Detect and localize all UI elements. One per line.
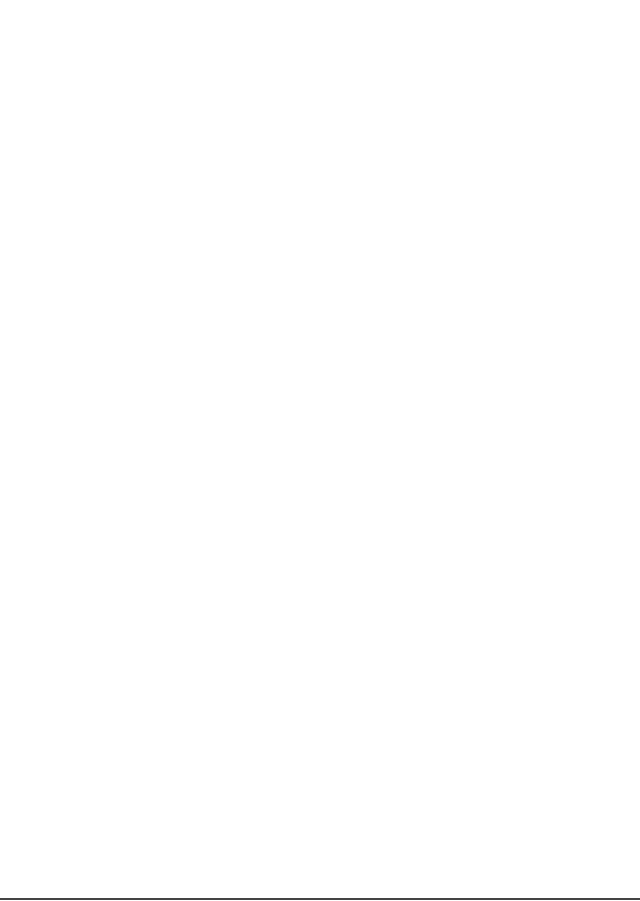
bottom-rule	[0, 898, 640, 900]
